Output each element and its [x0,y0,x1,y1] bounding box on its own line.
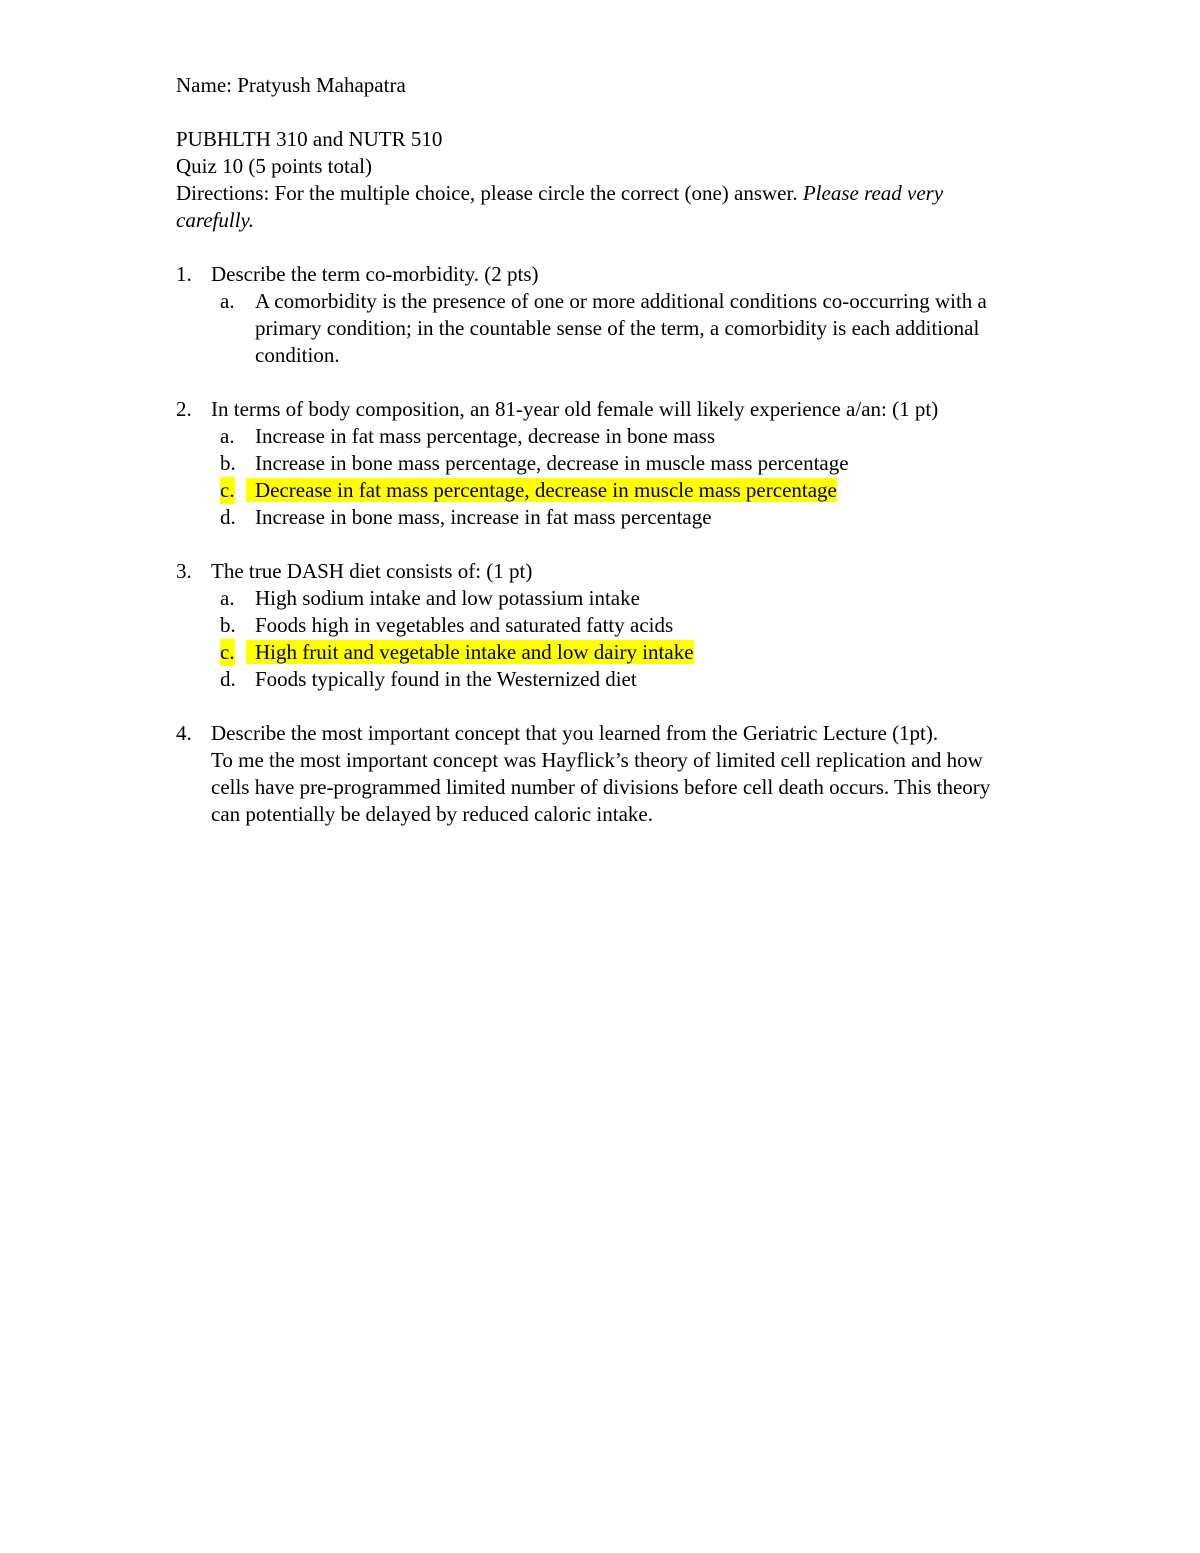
answer-option-c-selected [211,477,1026,504]
answer-option-a [211,288,1026,369]
question-text: Describe the most important concept that you learned from the Geriatric Lecture (1pt). [211,721,939,745]
quiz-document [176,72,1026,828]
option-letter: b. [220,451,236,475]
answer-option-b [211,450,1026,477]
question-number: 4. [176,721,192,745]
option-text: Increase in fat mass percentage, decrease in bone mass [255,424,716,448]
question-text: In terms of body composition, an 81-year old female will likely experience a/an: (1 pt) [211,397,939,421]
option-text: Increase in bone mass percentage, decrease in muscle mass percentage [255,451,849,475]
answer-text: To me the most important concept was Hayflick’s theory of limited cell replication and how cells have pre-programmed limited number of divisions before cell death occurs. This theory can potentially be delayed by reduced caloric intake. [211,748,991,826]
option-letter: a. [220,586,235,610]
option-letter: b. [220,613,236,637]
quiz-title: Quiz 10 (5 points total) [176,154,372,178]
student-name: Name: Pratyush Mahapatra [176,73,406,97]
question-1 [176,261,1026,369]
option-text: Foods typically found in the Westernized diet [255,667,637,691]
option-letter: a. [220,289,235,313]
answer-option-d [211,666,1026,693]
option-letter: d. [220,667,236,691]
question-number: 2. [176,397,192,421]
question-2 [176,396,1026,531]
answer-option-d [211,504,1026,531]
directions [176,180,1006,234]
question-4 [176,720,1026,828]
answer-option-c-selected [211,639,1026,666]
option-letter: d. [220,505,236,529]
question-number: 3. [176,559,192,583]
question-text: Describe the term co-morbidity. (2 pts) [211,262,539,286]
answer-option-a [211,585,1026,612]
highlighted-answer [246,640,694,664]
option-text: A comorbidity is the presence of one or more additional conditions co-occurring with a primary condition; in the countable sense of the term, a comorbidity is each additional condition. [255,289,987,367]
highlighted-answer [246,478,837,502]
question-number: 1. [176,262,192,286]
option-text: Decrease in fat mass percentage, decrease in muscle mass percentage [255,478,837,502]
option-text: Foods high in vegetables and saturated fatty acids [255,613,674,637]
option-letter: c. [220,478,235,502]
question-text: The true DASH diet consists of: (1 pt) [211,559,533,583]
answer-option-a [211,423,1026,450]
directions-text: Directions: For the multiple choice, please circle the correct (one) answer. [176,181,803,205]
option-text: High fruit and vegetable intake and low dairy intake [255,640,694,664]
option-letter: a. [220,424,235,448]
question-3 [176,558,1026,693]
answer-option-b [211,612,1026,639]
option-letter: c. [220,640,235,664]
option-text: Increase in bone mass, increase in fat mass percentage [255,505,712,529]
directions-emphasis: Please read very carefully. [176,181,944,232]
course-title: PUBHLTH 310 and NUTR 510 [176,127,443,151]
option-text: High sodium intake and low potassium intake [255,586,640,610]
